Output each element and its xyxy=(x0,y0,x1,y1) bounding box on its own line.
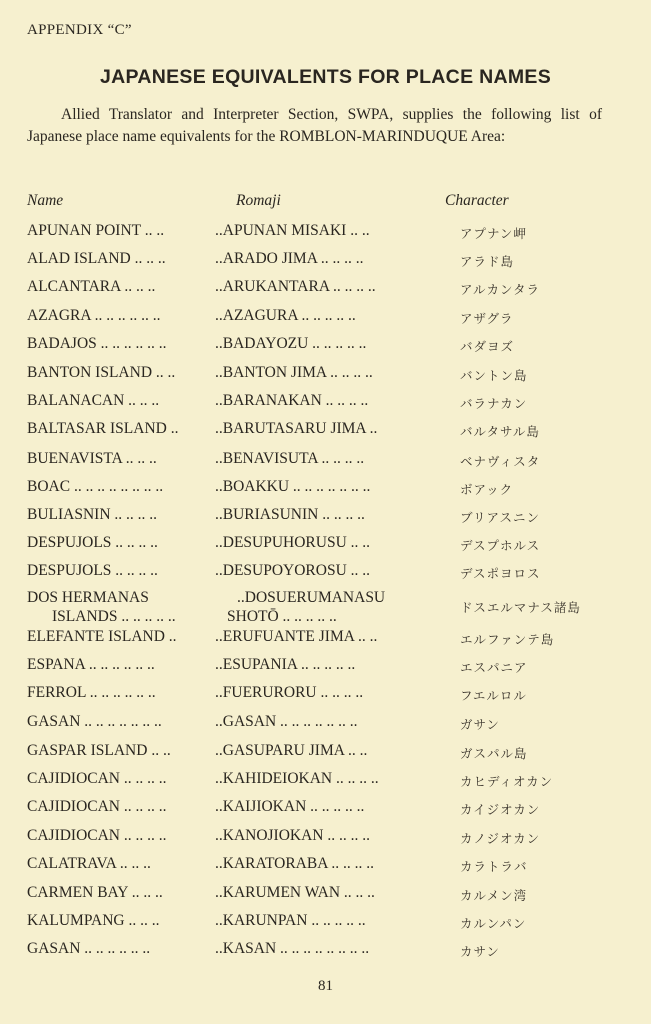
romaji-name: ..GASUPARU JIMA .. .. xyxy=(215,742,368,759)
romaji-name: ..KARUMEN WAN .. .. .. xyxy=(215,884,375,901)
intro-text: Allied Translator and Interpreter Section, SWPA, supplies the following list of Japanese place name equivalents for the ROMBLON-MARINDUQUE Area: xyxy=(27,106,602,145)
japanese-characters: ガサン xyxy=(460,717,500,732)
romaji-name: ..BADAYOZU .. .. .. .. .. xyxy=(215,335,367,352)
place-name: BULIASNIN .. .. .. .. xyxy=(27,506,158,523)
place-name: AZAGRA .. .. .. .. .. .. xyxy=(27,307,161,324)
romaji-name: ..BANTON JIMA .. .. .. .. xyxy=(215,364,373,381)
place-name-line2: ISLANDS .. .. .. .. .. xyxy=(52,608,176,625)
place-name: CAJIDIOCAN .. .. .. .. xyxy=(27,827,167,844)
romaji-name: ..KAHIDEIOKAN .. .. .. .. xyxy=(215,770,379,787)
japanese-characters: ガスパル島 xyxy=(460,746,528,761)
place-name: GASPAR ISLAND .. .. xyxy=(27,742,171,759)
place-name: DESPUJOLS .. .. .. .. xyxy=(27,562,158,579)
header-character: Character xyxy=(445,192,509,209)
romaji-line2: SHOTŌ .. .. .. .. .. xyxy=(227,608,337,625)
romaji-name: ..APUNAN MISAKI .. .. xyxy=(215,222,370,239)
romaji-name: ..ESUPANIA .. .. .. .. .. xyxy=(215,656,356,673)
romaji-name: ..BENAVISUTA .. .. .. .. xyxy=(215,450,365,467)
romaji-name: ..KARATORABA .. .. .. .. xyxy=(215,855,375,872)
japanese-characters: エスパニア xyxy=(460,660,528,675)
romaji-name: ..KASAN .. .. .. .. .. .. .. .. xyxy=(215,940,370,957)
japanese-characters: バントン島 xyxy=(460,368,528,383)
japanese-characters: アラド島 xyxy=(460,254,515,269)
place-name: CALATRAVA .. .. .. xyxy=(27,855,151,872)
japanese-characters: エルファンテ島 xyxy=(460,632,555,647)
romaji-name: ..DESUPOYOROSU .. .. xyxy=(215,562,371,579)
romaji-name: ..KAIJIOKAN .. .. .. .. .. xyxy=(215,798,365,815)
japanese-characters: ベナヴィスタ xyxy=(460,454,541,469)
japanese-characters: カルンパン xyxy=(460,916,527,931)
japanese-characters: ボアック xyxy=(460,482,514,497)
japanese-characters: バダヨズ xyxy=(460,339,515,354)
romaji-name: ..BOAKKU .. .. .. .. .. .. .. xyxy=(215,478,371,495)
romaji-name: ..BARUTASARU JIMA .. xyxy=(215,420,378,437)
place-name-line1: DOS HERMANAS xyxy=(27,589,149,606)
japanese-characters: カルメン湾 xyxy=(460,888,528,903)
place-name: BANTON ISLAND .. .. xyxy=(27,364,176,381)
header-name: Name xyxy=(27,192,64,209)
header-romaji: Romaji xyxy=(236,192,281,209)
romaji-name: ..GASAN .. .. .. .. .. .. .. xyxy=(215,713,358,730)
japanese-characters: アザグラ xyxy=(460,311,514,326)
romaji-name: ..ERUFUANTE JIMA .. .. xyxy=(215,628,378,645)
japanese-characters: バルタサル島 xyxy=(460,424,540,439)
romaji-name: ..BURIASUNIN .. .. .. .. xyxy=(215,506,365,523)
page-title: JAPANESE EQUIVALENTS FOR PLACE NAMES xyxy=(99,66,552,88)
romaji-name: ..DESUPUHORUSU .. .. xyxy=(215,534,371,551)
romaji-name: ..AZAGURA .. .. .. .. .. xyxy=(215,307,356,324)
japanese-characters: カイジオカン xyxy=(460,802,541,817)
place-name: ELEFANTE ISLAND .. xyxy=(27,628,177,645)
place-name: BALANACAN .. .. .. xyxy=(27,392,160,409)
romaji-name xyxy=(215,588,385,626)
place-name: CAJIDIOCAN .. .. .. .. xyxy=(27,798,167,815)
japanese-characters: フエルロル xyxy=(460,688,527,703)
romaji-name: ..KANOJIOKAN .. .. .. .. xyxy=(215,827,370,844)
intro-paragraph xyxy=(27,104,602,148)
place-name: GASAN .. .. .. .. .. .. xyxy=(27,940,151,957)
place-name: CARMEN BAY .. .. .. xyxy=(27,884,163,901)
japanese-characters: ブリアスニン xyxy=(460,510,541,525)
romaji-name: ..BARANAKAN .. .. .. .. xyxy=(215,392,369,409)
place-name: KALUMPANG .. .. .. xyxy=(27,912,160,929)
romaji-name: ..FUERURORU .. .. .. .. xyxy=(215,684,364,701)
japanese-characters: カサン xyxy=(460,944,500,959)
japanese-characters: デスプホルス xyxy=(460,538,541,553)
japanese-characters: アプナン岬 xyxy=(460,226,527,241)
japanese-characters: カヒディオカン xyxy=(460,774,554,789)
japanese-characters: カラトラバ xyxy=(460,859,528,874)
japanese-characters: アルカンタラ xyxy=(460,282,541,297)
japanese-characters: カノジオカン xyxy=(460,831,541,846)
place-name: ALAD ISLAND .. .. .. xyxy=(27,250,166,267)
romaji-line1: ..DOSUERUMANASU xyxy=(237,589,386,606)
place-name: DESPUJOLS .. .. .. .. xyxy=(27,534,158,551)
place-name: FERROL .. .. .. .. .. .. xyxy=(27,684,156,701)
japanese-characters: ドスエルマナス諸島 xyxy=(460,600,581,615)
place-name: ESPANA .. .. .. .. .. .. xyxy=(27,656,155,673)
column-headers xyxy=(0,192,651,214)
place-name: GASAN .. .. .. .. .. .. .. xyxy=(27,713,162,730)
romaji-name: ..ARUKANTARA .. .. .. .. xyxy=(215,278,376,295)
place-name: BALTASAR ISLAND .. xyxy=(27,420,179,437)
page-number: 81 xyxy=(318,978,333,994)
romaji-name: ..KARUNPAN .. .. .. .. .. xyxy=(215,912,366,929)
place-name xyxy=(27,588,176,626)
place-name: ALCANTARA .. .. .. xyxy=(27,278,156,295)
romaji-name: ..ARADO JIMA .. .. .. .. xyxy=(215,250,364,267)
place-name: BADAJOS .. .. .. .. .. .. xyxy=(27,335,167,352)
place-name: CAJIDIOCAN .. .. .. .. xyxy=(27,770,167,787)
place-name: APUNAN POINT .. .. xyxy=(27,222,165,239)
appendix-label: APPENDIX “C” xyxy=(27,22,132,38)
japanese-characters: バラナカン xyxy=(460,396,528,411)
japanese-characters: デスポヨロス xyxy=(460,566,541,581)
place-name: BOAC .. .. .. .. .. .. .. .. xyxy=(27,478,164,495)
place-name: BUENAVISTA .. .. .. xyxy=(27,450,157,467)
